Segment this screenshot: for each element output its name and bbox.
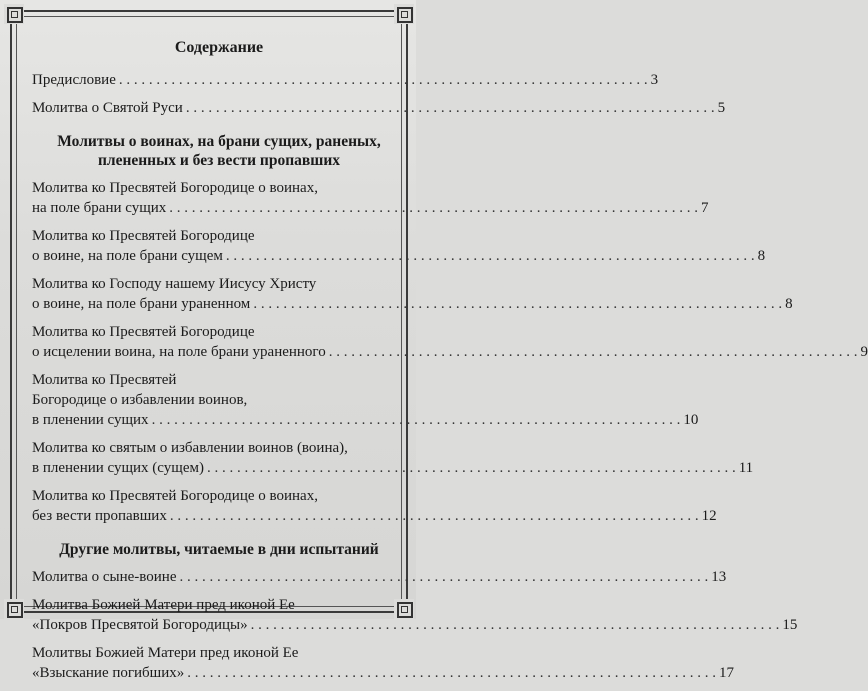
dot-leader [251,615,780,635]
toc-entry [32,567,727,587]
corner-ornament-icon [394,4,414,24]
toc-entry-text: Молитвы Божией Матери пред иконой Ее [32,645,299,661]
toc-entry-text: о исцелении воина, на поле брани ураненного [32,344,326,360]
toc-entry [32,595,798,635]
dot-leader [180,567,709,587]
page-number: 10 [683,412,699,428]
dot-leader [119,70,648,90]
dot-leader [170,506,699,526]
page-number: 13 [711,569,727,585]
page-title: Содержание [174,39,264,56]
dot-leader [226,246,755,266]
toc-entry [32,370,699,430]
dot-leader [329,342,858,362]
toc-entry-preface [32,70,659,90]
page-number: 17 [719,665,735,681]
page-number: 15 [782,617,798,633]
page-number: 11 [738,460,754,476]
corner-ornament-icon [4,4,24,24]
toc-entry-text: «Покров Пресвятой Богородицы» [32,617,248,633]
toc-entry-text: в пленении сущих (сущем) [32,460,204,476]
toc-entry-text: в пленении сущих [32,412,149,428]
toc-entry-text: о воине, на поле брани ураненном [32,296,251,312]
section-heading-other-prayers: Другие молитвы, читаемые в дни испытаний [59,541,379,558]
page-number: 3 [650,72,659,88]
dot-leader [253,294,782,314]
dot-leader [152,410,681,430]
toc-entry-text: на поле брани сущих [32,200,167,216]
toc-entry-text: Богородице о избавлении воинов, [32,392,248,408]
toc-entry-text: Молитва ко Пресвятей [32,372,177,388]
toc-entry [32,643,735,683]
table-of-contents [32,32,868,691]
toc-entry-text: Молитва Божией Матери пред иконой Ее [32,597,295,613]
toc-entry-text: Молитва ко Господу нашему Иисусу Христу [32,276,317,292]
page-number: 8 [757,248,766,264]
toc-entry-text: без вести пропавших [32,508,167,524]
toc-entry-text: Молитва ко Пресвятей Богородице о воинах, [32,180,318,196]
toc-entry [32,438,754,478]
page-number: 8 [785,296,793,312]
page-number: 5 [717,100,726,116]
toc-entry-text: Молитва о сыне-воине [32,569,177,585]
section-heading-warriors: Молитвы о воинах, на брани сущих, раненых, плененных и без вести пропавших [57,133,381,169]
dot-leader [186,98,715,118]
dot-leader [207,458,736,478]
toc-entry [32,178,709,218]
toc-entry-text: Молитва ко Пресвятей Богородице [32,324,255,340]
page-number: 7 [701,200,709,216]
page-number: 9 [860,344,868,360]
toc-entry [32,486,717,526]
dot-leader [187,663,716,683]
dot-leader [169,198,698,218]
toc-entry-text: Молитва ко Пресвятей Богородице о воинах, [32,488,318,504]
corner-ornament-icon [4,599,24,619]
toc-entry-text: Молитва ко святым о избавлении воинов (воина), [32,440,348,456]
toc-entry-text: «Взыскание погибших» [32,665,185,681]
toc-entry-text: о воине, на поле брани сущем [32,248,223,264]
toc-entry-text: Предисловие [32,72,116,88]
toc-entry [32,274,793,314]
toc-entry-text: Молитва о Святой Руси [32,100,183,116]
toc-entry [32,226,766,266]
toc-entry-holy-russia [32,98,726,118]
toc-entry [32,322,868,362]
page-number: 12 [701,508,717,524]
toc-entry-text: Молитва ко Пресвятей Богородице [32,228,255,244]
